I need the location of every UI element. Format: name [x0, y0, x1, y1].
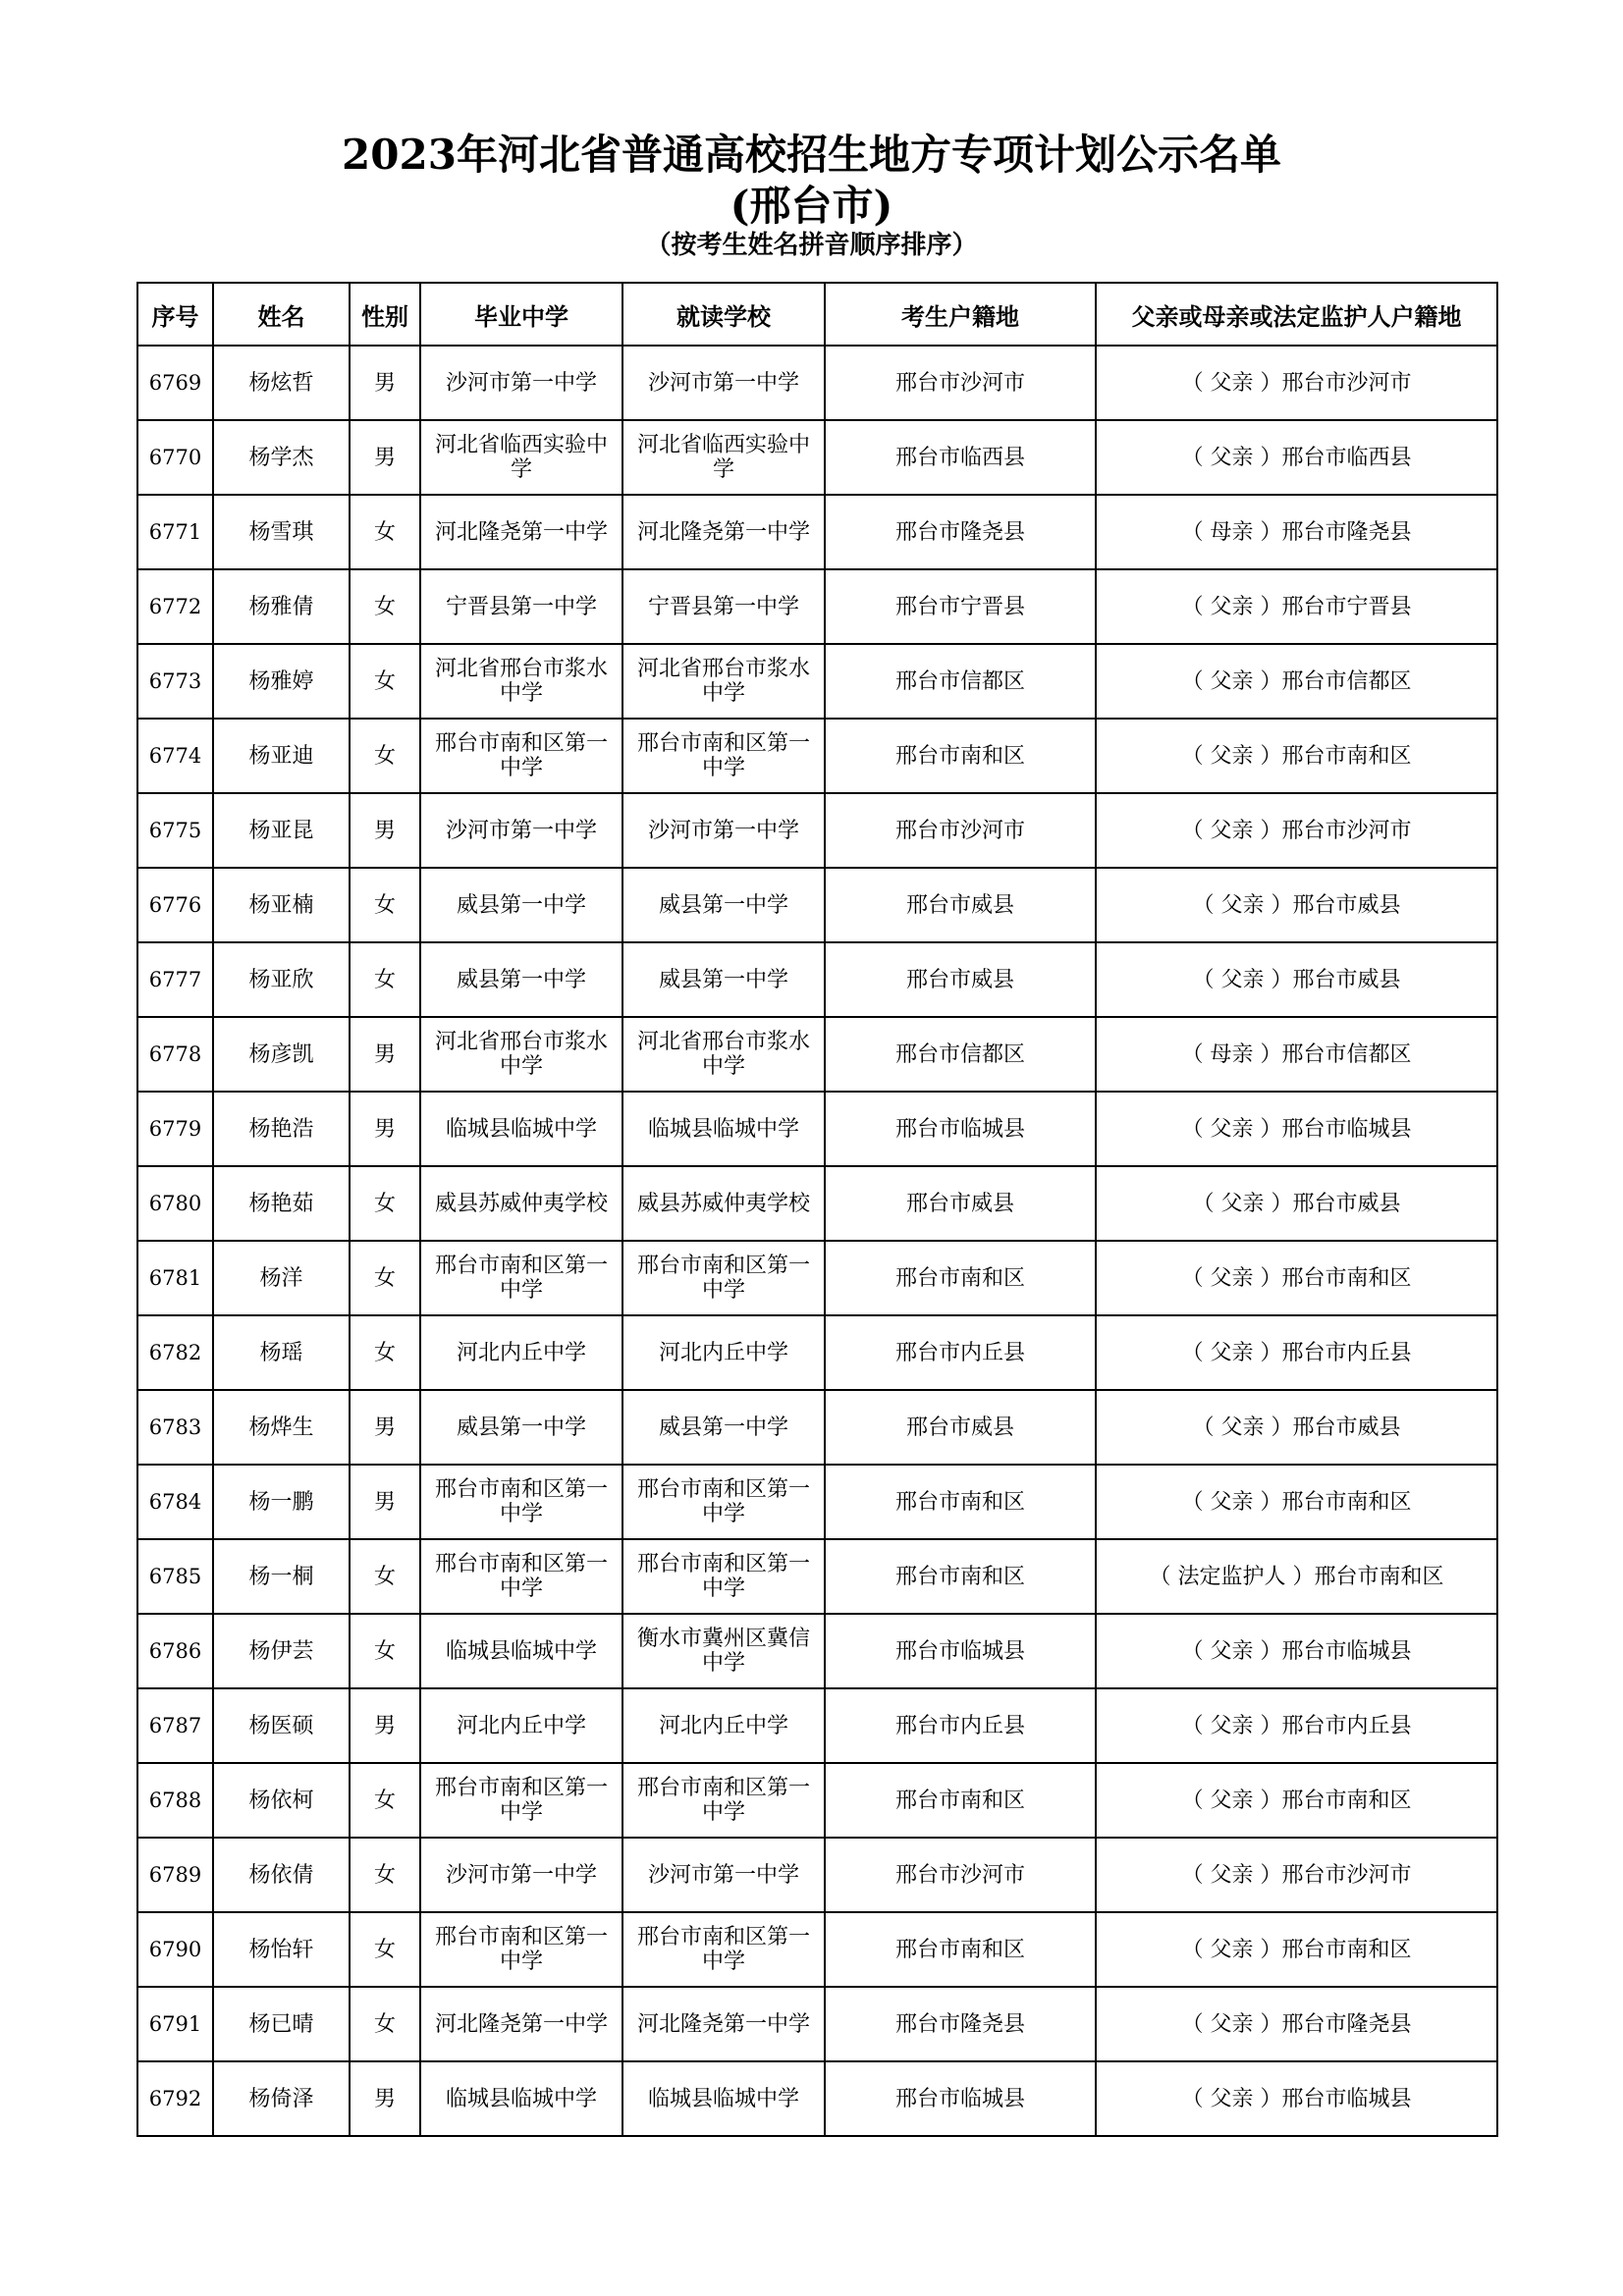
cell-study-school — [622, 1241, 825, 1315]
header-sex: 性别 — [350, 283, 420, 346]
cell-no: 6785 — [137, 1539, 213, 1614]
table-row — [137, 495, 1497, 569]
cell-study-school-text: 邢台市南和区第一中学 — [636, 1925, 810, 1974]
cell-parent-hukou: （ 父亲 ）邢台市沙河市 — [1096, 346, 1497, 420]
cell-grad-school-text: 邢台市南和区第一中学 — [434, 1776, 608, 1825]
cell-hukou: 邢台市宁晋县 — [825, 569, 1096, 644]
cell-grad-school-text: 河北省邢台市浆水中学 — [434, 657, 608, 706]
cell-study-school-text: 河北内丘中学 — [658, 1340, 788, 1365]
table-row — [137, 346, 1497, 420]
cell-sex: 女 — [350, 1241, 420, 1315]
cell-name: 杨雅倩 — [213, 569, 350, 644]
cell-hukou: 邢台市内丘县 — [825, 1315, 1096, 1390]
cell-sex: 女 — [350, 1838, 420, 1912]
cell-sex: 男 — [350, 1465, 420, 1539]
cell-grad-school — [420, 1838, 622, 1912]
cell-study-school — [622, 495, 825, 569]
header-parent-hukou: 父亲或母亲或法定监护人户籍地 — [1096, 283, 1497, 346]
cell-study-school — [622, 1912, 825, 1987]
table-row — [137, 2061, 1497, 2136]
cell-parent-hukou: （ 父亲 ）邢台市南和区 — [1096, 1912, 1497, 1987]
cell-sex: 女 — [350, 1315, 420, 1390]
cell-study-school-text: 沙河市第一中学 — [647, 370, 799, 396]
cell-study-school-text: 宁晋县第一中学 — [647, 594, 799, 619]
cell-sex: 男 — [350, 346, 420, 420]
cell-study-school — [622, 420, 825, 495]
table-row — [137, 1017, 1497, 1092]
cell-grad-school — [420, 569, 622, 644]
cell-sex: 女 — [350, 1987, 420, 2061]
cell-name: 杨亚楠 — [213, 868, 350, 942]
cell-grad-school-text: 威县第一中学 — [456, 1415, 586, 1440]
cell-hukou: 邢台市沙河市 — [825, 793, 1096, 868]
cell-study-school-text: 邢台市南和区第一中学 — [636, 1477, 810, 1526]
cell-hukou: 邢台市临城县 — [825, 2061, 1096, 2136]
cell-grad-school-text: 邢台市南和区第一中学 — [434, 1925, 608, 1974]
cell-sex: 男 — [350, 2061, 420, 2136]
table-row — [137, 942, 1497, 1017]
cell-sex: 男 — [350, 793, 420, 868]
table-row — [137, 1838, 1497, 1912]
cell-sex: 男 — [350, 1017, 420, 1092]
cell-grad-school — [420, 719, 622, 793]
cell-hukou: 邢台市威县 — [825, 1166, 1096, 1241]
cell-grad-school-text: 邢台市南和区第一中学 — [434, 731, 608, 780]
header-study-school: 就读学校 — [622, 283, 825, 346]
cell-name: 杨倚泽 — [213, 2061, 350, 2136]
table-row — [137, 793, 1497, 868]
table-row — [137, 1390, 1497, 1465]
table-row — [137, 1241, 1497, 1315]
cell-no: 6782 — [137, 1315, 213, 1390]
cell-grad-school-text: 河北隆尧第一中学 — [434, 2011, 608, 2037]
cell-name: 杨依倩 — [213, 1838, 350, 1912]
cell-grad-school-text: 临城县临城中学 — [445, 1116, 597, 1142]
cell-sex: 女 — [350, 1614, 420, 1688]
cell-sex: 女 — [350, 1912, 420, 1987]
cell-no: 6780 — [137, 1166, 213, 1241]
cell-parent-hukou: （ 父亲 ）邢台市内丘县 — [1096, 1315, 1497, 1390]
cell-grad-school — [420, 793, 622, 868]
cell-grad-school-text: 邢台市南和区第一中学 — [434, 1254, 608, 1303]
cell-study-school-text: 河北省邢台市浆水中学 — [636, 657, 810, 706]
table-row — [137, 719, 1497, 793]
cell-study-school — [622, 1465, 825, 1539]
cell-name: 杨亚迪 — [213, 719, 350, 793]
cell-parent-hukou: （ 法定监护人 ）邢台市南和区 — [1096, 1539, 1497, 1614]
cell-hukou: 邢台市南和区 — [825, 1539, 1096, 1614]
cell-grad-school — [420, 2061, 622, 2136]
cell-hukou: 邢台市威县 — [825, 1390, 1096, 1465]
cell-study-school-text: 邢台市南和区第一中学 — [636, 1254, 810, 1303]
cell-hukou: 邢台市临城县 — [825, 1614, 1096, 1688]
cell-hukou: 邢台市隆尧县 — [825, 1987, 1096, 2061]
page-title: 2023年河北省普通高校招生地方专项计划公示名单 — [342, 131, 1281, 179]
cell-name: 杨艳浩 — [213, 1092, 350, 1166]
table-row — [137, 1092, 1497, 1166]
cell-name: 杨炫哲 — [213, 346, 350, 420]
cell-name: 杨雪琪 — [213, 495, 350, 569]
cell-grad-school — [420, 1614, 622, 1688]
cell-grad-school — [420, 1688, 622, 1763]
cell-no: 6791 — [137, 1987, 213, 2061]
cell-hukou: 邢台市南和区 — [825, 1241, 1096, 1315]
header-no: 序号 — [137, 283, 213, 346]
cell-study-school — [622, 1688, 825, 1763]
cell-parent-hukou: （ 父亲 ）邢台市威县 — [1096, 1166, 1497, 1241]
cell-parent-hukou: （ 父亲 ）邢台市临城县 — [1096, 1092, 1497, 1166]
cell-parent-hukou: （ 父亲 ）邢台市宁晋县 — [1096, 569, 1497, 644]
cell-sex: 女 — [350, 569, 420, 644]
table-row — [137, 644, 1497, 719]
header-grad-school: 毕业中学 — [420, 283, 622, 346]
cell-sex: 女 — [350, 942, 420, 1017]
cell-name: 杨一桐 — [213, 1539, 350, 1614]
cell-no: 6789 — [137, 1838, 213, 1912]
cell-grad-school-text: 威县第一中学 — [456, 967, 586, 992]
cell-grad-school — [420, 1763, 622, 1838]
table-row — [137, 1166, 1497, 1241]
cell-grad-school-text: 临城县临城中学 — [445, 2086, 597, 2111]
cell-study-school-text: 衡水市冀州区冀信中学 — [636, 1627, 810, 1676]
cell-study-school — [622, 1092, 825, 1166]
cell-study-school — [622, 1017, 825, 1092]
cell-study-school — [622, 1390, 825, 1465]
cell-grad-school — [420, 495, 622, 569]
cell-parent-hukou: （ 父亲 ）邢台市威县 — [1096, 942, 1497, 1017]
cell-study-school-text: 临城县临城中学 — [647, 1116, 799, 1142]
cell-grad-school — [420, 1465, 622, 1539]
cell-grad-school — [420, 942, 622, 1017]
cell-name: 杨瑶 — [213, 1315, 350, 1390]
cell-parent-hukou: （ 父亲 ）邢台市威县 — [1096, 1390, 1497, 1465]
table-row — [137, 1688, 1497, 1763]
cell-study-school — [622, 1987, 825, 2061]
cell-sex: 男 — [350, 420, 420, 495]
cell-study-school-text: 沙河市第一中学 — [647, 1862, 799, 1888]
cell-hukou: 邢台市沙河市 — [825, 346, 1096, 420]
cell-parent-hukou: （ 父亲 ）邢台市隆尧县 — [1096, 1987, 1497, 2061]
header-hukou: 考生户籍地 — [825, 283, 1096, 346]
cell-grad-school-text: 沙河市第一中学 — [445, 1862, 597, 1888]
cell-name: 杨怡轩 — [213, 1912, 350, 1987]
cell-grad-school — [420, 644, 622, 719]
cell-name: 杨洋 — [213, 1241, 350, 1315]
cell-grad-school — [420, 1092, 622, 1166]
cell-study-school-text: 邢台市南和区第一中学 — [636, 731, 810, 780]
cell-parent-hukou: （ 父亲 ）邢台市南和区 — [1096, 1465, 1497, 1539]
cell-study-school — [622, 719, 825, 793]
table-row — [137, 1987, 1497, 2061]
cell-sex: 女 — [350, 1539, 420, 1614]
table-header — [137, 283, 1497, 346]
cell-no: 6771 — [137, 495, 213, 569]
cell-no: 6787 — [137, 1688, 213, 1763]
cell-no: 6781 — [137, 1241, 213, 1315]
table-row — [137, 868, 1497, 942]
cell-grad-school-text: 宁晋县第一中学 — [445, 594, 597, 619]
cell-no: 6776 — [137, 868, 213, 942]
cell-grad-school-text: 临城县临城中学 — [445, 1638, 597, 1664]
cell-no: 6769 — [137, 346, 213, 420]
cell-hukou: 邢台市临城县 — [825, 1092, 1096, 1166]
cell-study-school-text: 河北隆尧第一中学 — [636, 519, 810, 545]
cell-study-school — [622, 346, 825, 420]
cell-study-school-text: 河北省临西实验中学 — [636, 433, 810, 482]
cell-sex: 男 — [350, 1092, 420, 1166]
table-row — [137, 420, 1497, 495]
cell-no: 6790 — [137, 1912, 213, 1987]
table-row — [137, 1763, 1497, 1838]
cell-parent-hukou: （ 父亲 ）邢台市临城县 — [1096, 2061, 1497, 2136]
roster-table — [136, 282, 1498, 2137]
cell-parent-hukou: （ 母亲 ）邢台市信都区 — [1096, 1017, 1497, 1092]
cell-study-school-text: 威县苏威仲夷学校 — [636, 1191, 810, 1216]
cell-parent-hukou: （ 父亲 ）邢台市内丘县 — [1096, 1688, 1497, 1763]
cell-no: 6786 — [137, 1614, 213, 1688]
cell-parent-hukou: （ 父亲 ）邢台市信都区 — [1096, 644, 1497, 719]
cell-parent-hukou: （ 父亲 ）邢台市威县 — [1096, 868, 1497, 942]
cell-study-school — [622, 1539, 825, 1614]
cell-no: 6770 — [137, 420, 213, 495]
cell-no: 6772 — [137, 569, 213, 644]
cell-hukou: 邢台市信都区 — [825, 644, 1096, 719]
table-row — [137, 569, 1497, 644]
table-body — [137, 346, 1497, 2136]
cell-grad-school-text: 沙河市第一中学 — [445, 818, 597, 843]
cell-hukou: 邢台市南和区 — [825, 1763, 1096, 1838]
cell-grad-school — [420, 1987, 622, 2061]
cell-study-school-text: 临城县临城中学 — [647, 2086, 799, 2111]
cell-study-school — [622, 1838, 825, 1912]
cell-study-school — [622, 569, 825, 644]
cell-grad-school — [420, 420, 622, 495]
table-row — [137, 1614, 1497, 1688]
cell-no: 6779 — [137, 1092, 213, 1166]
cell-name: 杨医硕 — [213, 1688, 350, 1763]
cell-grad-school-text: 威县苏威仲夷学校 — [434, 1191, 608, 1216]
cell-study-school — [622, 2061, 825, 2136]
cell-hukou: 邢台市南和区 — [825, 719, 1096, 793]
cell-study-school — [622, 868, 825, 942]
cell-study-school-text: 河北隆尧第一中学 — [636, 2011, 810, 2037]
cell-hukou: 邢台市威县 — [825, 942, 1096, 1017]
cell-parent-hukou: （ 父亲 ）邢台市南和区 — [1096, 1763, 1497, 1838]
cell-no: 6783 — [137, 1390, 213, 1465]
cell-name: 杨艳茹 — [213, 1166, 350, 1241]
cell-study-school — [622, 942, 825, 1017]
cell-no: 6792 — [137, 2061, 213, 2136]
header-name: 姓名 — [213, 283, 350, 346]
cell-hukou: 邢台市信都区 — [825, 1017, 1096, 1092]
cell-sex: 女 — [350, 1763, 420, 1838]
table-row — [137, 1465, 1497, 1539]
cell-study-school — [622, 1763, 825, 1838]
sort-note: （按考生姓名拼音顺序排序） — [645, 231, 978, 260]
cell-no: 6777 — [137, 942, 213, 1017]
cell-study-school-text: 邢台市南和区第一中学 — [636, 1776, 810, 1825]
cell-hukou: 邢台市南和区 — [825, 1912, 1096, 1987]
cell-parent-hukou: （ 母亲 ）邢台市隆尧县 — [1096, 495, 1497, 569]
header-row — [137, 283, 1497, 346]
cell-name: 杨彦凯 — [213, 1017, 350, 1092]
cell-parent-hukou: （ 父亲 ）邢台市临城县 — [1096, 1614, 1497, 1688]
cell-study-school — [622, 1614, 825, 1688]
cell-grad-school — [420, 1912, 622, 1987]
cell-grad-school-text: 河北省邢台市浆水中学 — [434, 1030, 608, 1079]
cell-grad-school-text: 河北省临西实验中学 — [434, 433, 608, 482]
cell-grad-school-text: 邢台市南和区第一中学 — [434, 1477, 608, 1526]
cell-name: 杨亚昆 — [213, 793, 350, 868]
cell-grad-school — [420, 1241, 622, 1315]
cell-name: 杨伊芸 — [213, 1614, 350, 1688]
cell-grad-school-text: 河北隆尧第一中学 — [434, 519, 608, 545]
cell-grad-school-text: 河北内丘中学 — [456, 1340, 586, 1365]
cell-study-school-text: 河北省邢台市浆水中学 — [636, 1030, 810, 1079]
cell-hukou: 邢台市沙河市 — [825, 1838, 1096, 1912]
cell-study-school-text: 河北内丘中学 — [658, 1713, 788, 1738]
cell-no: 6788 — [137, 1763, 213, 1838]
cell-sex: 男 — [350, 1688, 420, 1763]
cell-hukou: 邢台市内丘县 — [825, 1688, 1096, 1763]
cell-study-school-text: 沙河市第一中学 — [647, 818, 799, 843]
cell-grad-school — [420, 1539, 622, 1614]
cell-parent-hukou: （ 父亲 ）邢台市沙河市 — [1096, 1838, 1497, 1912]
cell-name: 杨烨生 — [213, 1390, 350, 1465]
cell-name: 杨一鹏 — [213, 1465, 350, 1539]
cell-no: 6775 — [137, 793, 213, 868]
cell-study-school-text: 威县第一中学 — [658, 892, 788, 918]
cell-name: 杨学杰 — [213, 420, 350, 495]
cell-sex: 女 — [350, 868, 420, 942]
cell-sex: 女 — [350, 495, 420, 569]
cell-hukou: 邢台市隆尧县 — [825, 495, 1096, 569]
cell-sex: 女 — [350, 644, 420, 719]
cell-study-school — [622, 793, 825, 868]
cell-no: 6774 — [137, 719, 213, 793]
cell-parent-hukou: （ 父亲 ）邢台市沙河市 — [1096, 793, 1497, 868]
cell-sex: 男 — [350, 1390, 420, 1465]
cell-name: 杨亚欣 — [213, 942, 350, 1017]
page-subtitle-city: (邢台市) — [730, 182, 893, 230]
cell-study-school-text: 威县第一中学 — [658, 967, 788, 992]
table-row — [137, 1315, 1497, 1390]
cell-hukou: 邢台市南和区 — [825, 1465, 1096, 1539]
cell-no: 6778 — [137, 1017, 213, 1092]
cell-grad-school-text: 河北内丘中学 — [456, 1713, 586, 1738]
cell-grad-school-text: 威县第一中学 — [456, 892, 586, 918]
cell-name: 杨依柯 — [213, 1763, 350, 1838]
table-row — [137, 1912, 1497, 1987]
cell-grad-school — [420, 1017, 622, 1092]
cell-parent-hukou: （ 父亲 ）邢台市南和区 — [1096, 719, 1497, 793]
cell-parent-hukou: （ 父亲 ）邢台市南和区 — [1096, 1241, 1497, 1315]
cell-name: 杨雅婷 — [213, 644, 350, 719]
cell-sex: 女 — [350, 719, 420, 793]
cell-grad-school — [420, 1390, 622, 1465]
table-row — [137, 1539, 1497, 1614]
cell-grad-school — [420, 346, 622, 420]
cell-study-school-text: 威县第一中学 — [658, 1415, 788, 1440]
cell-study-school — [622, 644, 825, 719]
cell-sex: 女 — [350, 1166, 420, 1241]
cell-no: 6784 — [137, 1465, 213, 1539]
cell-grad-school — [420, 1315, 622, 1390]
cell-grad-school-text: 沙河市第一中学 — [445, 370, 597, 396]
cell-grad-school — [420, 868, 622, 942]
cell-parent-hukou: （ 父亲 ）邢台市临西县 — [1096, 420, 1497, 495]
cell-study-school — [622, 1315, 825, 1390]
cell-grad-school — [420, 1166, 622, 1241]
cell-name: 杨已晴 — [213, 1987, 350, 2061]
cell-grad-school-text: 邢台市南和区第一中学 — [434, 1552, 608, 1601]
cell-no: 6773 — [137, 644, 213, 719]
cell-study-school-text: 邢台市南和区第一中学 — [636, 1552, 810, 1601]
cell-study-school — [622, 1166, 825, 1241]
cell-hukou: 邢台市临西县 — [825, 420, 1096, 495]
cell-hukou: 邢台市威县 — [825, 868, 1096, 942]
